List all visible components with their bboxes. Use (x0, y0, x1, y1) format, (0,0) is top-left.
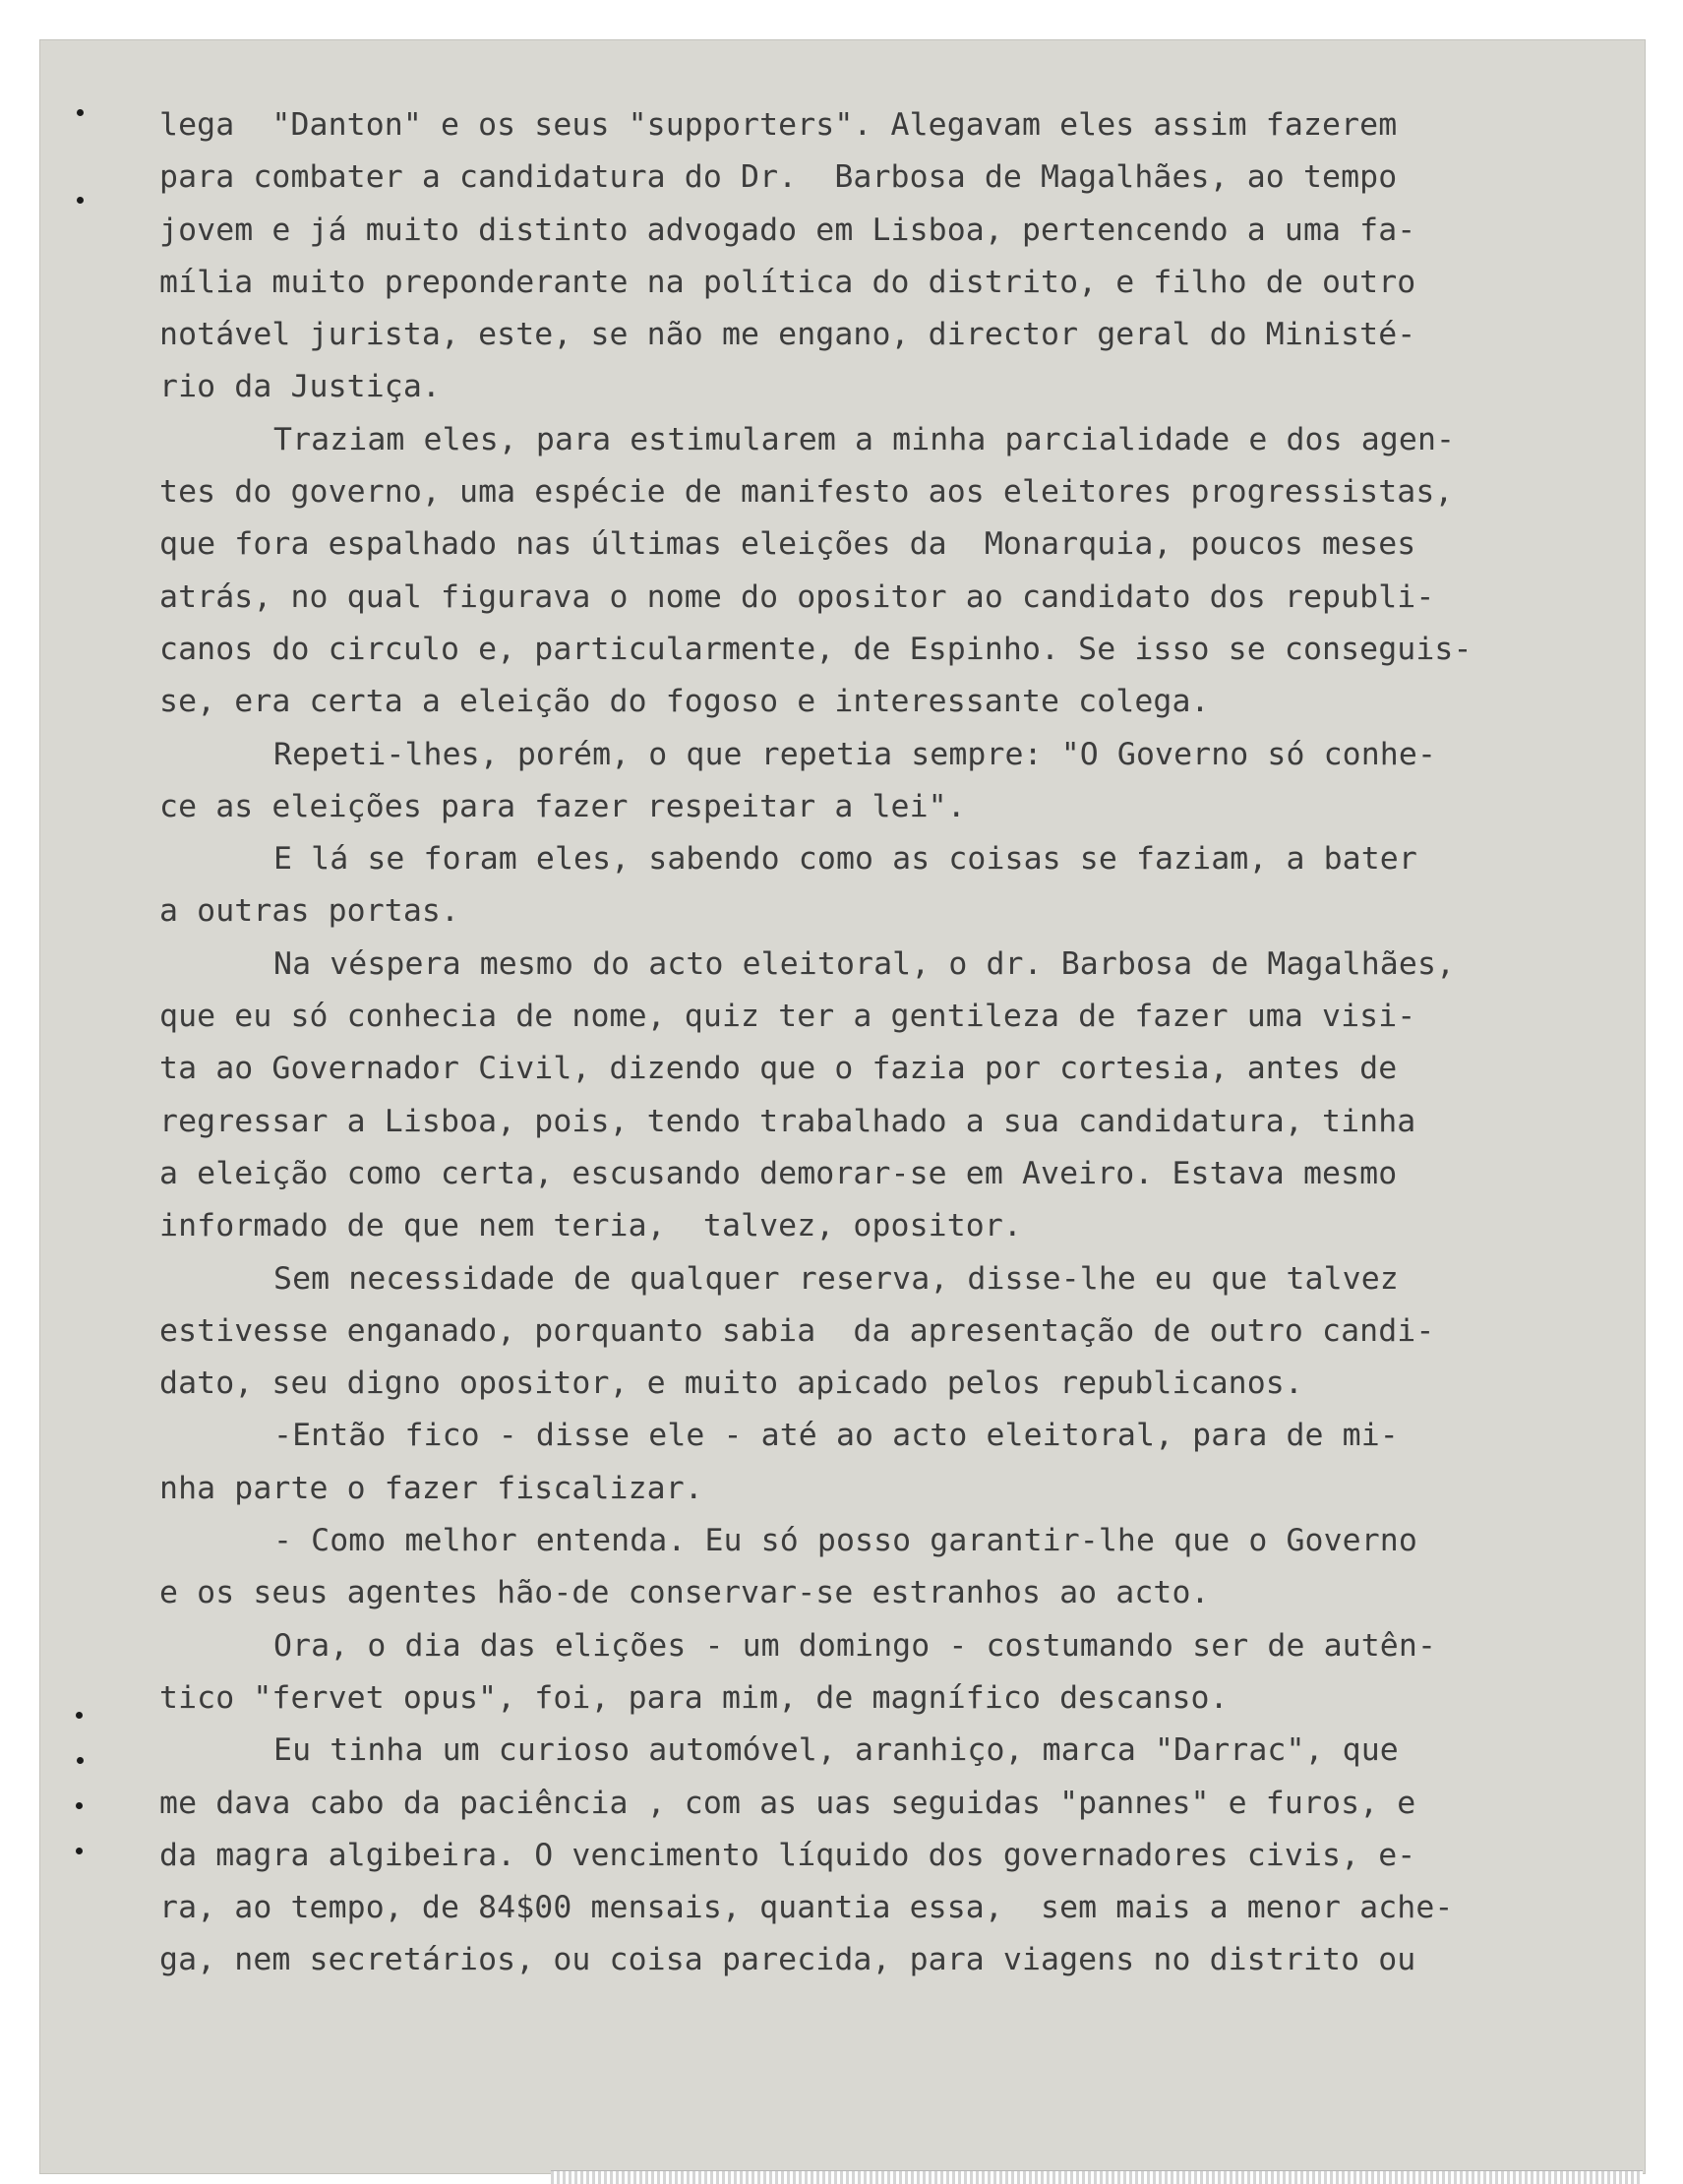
text-line: ta ao Governador Civil, dizendo que o fazia por cortesia, antes de (159, 1051, 1398, 1087)
margin-mark (76, 1712, 83, 1719)
paragraph-start-line: Na véspera mesmo do acto eleitoral, o dr. Barbosa de Magalhães, (273, 945, 1456, 982)
text-line: ga, nem secretários, ou coisa parecida, para viagens no distrito ou (159, 1942, 1416, 1978)
paragraph-start-line: E lá se foram eles, sabendo como as coisas se faziam, a bater (273, 841, 1417, 878)
text-line: que eu só conhecia de nome, quiz ter a gentileza de fazer uma visi- (159, 999, 1416, 1035)
text-line: e os seus agentes hão-de conservar-se estranhos ao acto. (159, 1575, 1210, 1611)
paragraph-start-line: Repeti-lhes, porém, o que repetia sempre: "O Governo só conhe- (273, 736, 1437, 772)
text-line: lega "Danton" e os seus "supporters". Alegavam eles assim fazerem (159, 107, 1398, 143)
paragraph-start-line: Traziam eles, para estimularem a minha parcialidade e dos agen- (273, 421, 1456, 457)
margin-mark (77, 1757, 84, 1764)
paragraph-start-line: - Como melhor entenda. Eu só posso garantir-lhe que o Governo (273, 1523, 1417, 1559)
text-line: a eleição como certa, escusando demorar-se em Aveiro. Estava mesmo (159, 1155, 1398, 1191)
text-line: dato, seu digno opositor, e muito apicado pelos republicanos. (159, 1365, 1303, 1402)
typewritten-text (159, 99, 1532, 1987)
text-line: rio da Justiça. (159, 369, 441, 405)
text-line: para combater a candidatura do Dr. Barbosa de Magalhães, ao tempo (159, 159, 1398, 196)
text-line: atrás, no qual figurava o nome do opositor ao candidato dos republi- (159, 578, 1435, 615)
text-line: estivesse enganado, porquanto sabia da apresentação de outro candi- (159, 1312, 1435, 1349)
paragraph-start-line: Ora, o dia das elições - um domingo - costumando ser de autên- (273, 1627, 1437, 1664)
text-line: tes do governo, uma espécie de manifesto aos eleitores progressistas, (159, 474, 1454, 511)
text-line: da magra algibeira. O vencimento líquido dos governadores civis, e- (159, 1837, 1416, 1873)
margin-mark (77, 197, 84, 204)
text-line: jovem e já muito distinto advogado em Lisboa, pertencendo a uma fa- (159, 212, 1416, 248)
paragraph-start-line: Sem necessidade de qualquer reserva, disse-lhe eu que talvez (273, 1260, 1399, 1297)
margin-mark (77, 109, 84, 116)
text-line: ra, ao tempo, de 84$00 mensais, quantia essa, sem mais a menor ache- (159, 1890, 1454, 1926)
scan-edge-strip (551, 2170, 1643, 2184)
text-line: tico "fervet opus", foi, para mim, de magnífico descanso. (159, 1679, 1229, 1716)
text-line: canos do circulo e, particularmente, de Espinho. Se isso se conseguis- (159, 631, 1473, 667)
margin-mark (76, 1802, 83, 1809)
paragraph-start-line: Eu tinha um curioso automóvel, aranhiço, marca "Darrac", que (273, 1732, 1399, 1769)
text-line: a outras portas. (159, 893, 460, 930)
text-line: ce as eleições para fazer respeitar a lei". (159, 788, 966, 824)
text-line: mília muito preponderante na política do distrito, e filho de outro (159, 264, 1416, 300)
text-line: que fora espalhado nas últimas eleições da Monarquia, poucos meses (159, 526, 1416, 563)
text-line: me dava cabo da paciência , com as uas seguidas "pannes" e furos, e (159, 1785, 1416, 1821)
text-line: notável jurista, este, se não me engano, director geral do Ministé- (159, 317, 1416, 353)
text-line: informado de que nem teria, talvez, opositor. (159, 1208, 1022, 1244)
text-line: se, era certa a eleição do fogoso e interessante colega. (159, 684, 1210, 720)
text-line: regressar a Lisboa, pois, tendo trabalhado a sua candidatura, tinha (159, 1103, 1416, 1139)
text-line: nha parte o fazer fiscalizar. (159, 1470, 703, 1506)
margin-mark (76, 1848, 83, 1854)
paragraph-start-line: -Então fico - disse ele - até ao acto eleitoral, para de mi- (273, 1418, 1399, 1454)
